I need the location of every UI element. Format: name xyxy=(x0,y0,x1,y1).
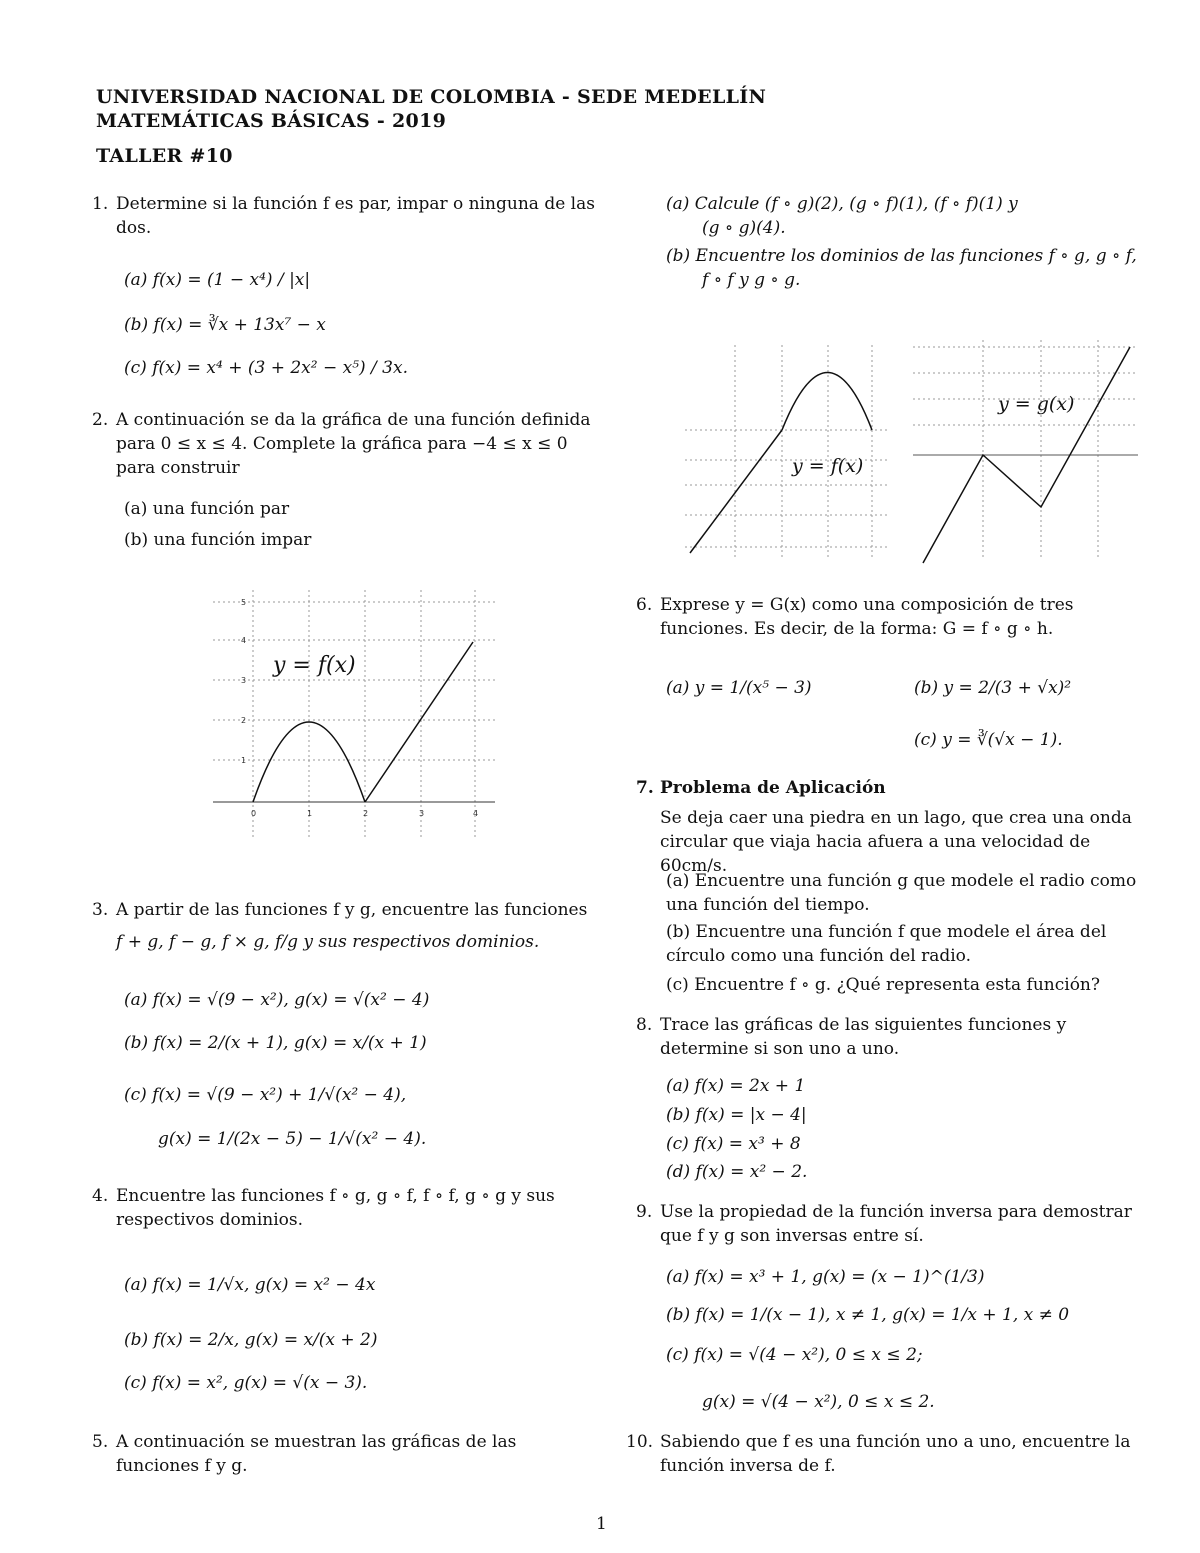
course-title: MATEMÁTICAS BÁSICAS - 2019 xyxy=(96,110,447,132)
q2-item-b: (b) una función impar xyxy=(124,530,312,550)
q2-x-tick-0: 0 xyxy=(251,809,257,818)
q6-number: 6. xyxy=(636,595,653,615)
q5-text: A continuación se muestran las gráficas de las funciones f y g. xyxy=(116,1432,517,1476)
university-title: UNIVERSIDAD NACIONAL DE COLOMBIA - SEDE MEDELLÍN xyxy=(96,86,767,108)
q2-number: 2. xyxy=(92,410,109,430)
q6-item-a: (a) y = 1/(x⁵ − 3) xyxy=(666,678,812,698)
q6-item-b: (b) y = 2/(3 + √x)² xyxy=(914,678,1072,698)
q5-item-a-line1: (a) Calcule (f ∘ g)(2), (g ∘ f)(1), (f ∘ f)(1) y xyxy=(666,194,1018,214)
q8-text: Trace las gráficas de las siguientes funciones y determine si son uno a uno. xyxy=(660,1015,1067,1059)
q2-y-tick-1: 1 xyxy=(241,756,247,765)
q10-number: 10. xyxy=(626,1432,654,1452)
q8-item-c: (c) f(x) = x³ + 8 xyxy=(666,1134,801,1154)
q9-item-b: (b) f(x) = 1/(x − 1), x ≠ 1, g(x) = 1/x + 1, x ≠ 0 xyxy=(666,1305,1070,1325)
q6-item-c: (c) y = ∛(√x − 1). xyxy=(914,730,1063,750)
q1-item-a: (a) f(x) = (1 − x⁴) / |x| xyxy=(124,270,311,290)
q7-item-b: (b) Encuentre una función f que modele el área del círculo como una función del radio. xyxy=(666,922,1107,966)
q5-item-b-line2: f ∘ f y g ∘ g. xyxy=(702,270,801,290)
q3-item-b: (b) f(x) = 2/(x + 1), g(x) = x/(x + 1) xyxy=(124,1033,427,1053)
q5-f-grid xyxy=(685,345,890,557)
q7-text: Se deja caer una piedra en un lago, que crea una onda circular que viaja hacia afuera a una velocidad de 60cm/s. xyxy=(660,808,1132,876)
q9-item-c-line2: g(x) = √(4 − x²), 0 ≤ x ≤ 2. xyxy=(702,1392,935,1412)
q2-x-tick-4: 4 xyxy=(473,809,479,818)
q1-item-c: (c) f(x) = x⁴ + (3 + 2x² − x⁵) / 3x. xyxy=(124,358,408,378)
q2-tick-labels xyxy=(241,598,478,818)
q7-item-c: (c) Encuentre f ∘ g. ¿Qué representa esta función? xyxy=(666,975,1100,995)
q5-graph-f-label: y = f(x) xyxy=(792,455,864,477)
page-number: 1 xyxy=(596,1514,607,1534)
q8-number: 8. xyxy=(636,1015,653,1035)
q9-number: 9. xyxy=(636,1202,653,1222)
q2-y-tick-2: 2 xyxy=(241,716,247,725)
q5-graph-g-label: y = g(x) xyxy=(998,393,1075,415)
q5-item-b-line1: (b) Encuentre los dominios de las funciones f ∘ g, g ∘ f, xyxy=(666,246,1137,266)
q7-item-a: (a) Encuentre una función g que modele el radio como una función del tiempo. xyxy=(666,871,1137,915)
q4-item-c: (c) f(x) = x², g(x) = √(x − 3). xyxy=(124,1373,368,1393)
q7-title: Problema de Aplicación xyxy=(660,778,886,798)
q1-text: Determine si la función f es par, impar o ninguna de las dos. xyxy=(116,194,595,238)
q3-item-a: (a) f(x) = √(9 − x²), g(x) = √(x² − 4) xyxy=(124,990,430,1010)
q8-item-d: (d) f(x) = x² − 2. xyxy=(666,1162,808,1182)
q5-graph-g xyxy=(908,335,1143,565)
q2-y-tick-3: 3 xyxy=(241,676,247,685)
q9-item-c-line1: (c) f(x) = √(4 − x²), 0 ≤ x ≤ 2; xyxy=(666,1345,923,1365)
q3-text-line2: f + g, f − g, f × g, f/g y sus respectivos dominios. xyxy=(116,932,540,952)
q3-item-c-line2: g(x) = 1/(2x − 5) − 1/√(x² − 4). xyxy=(158,1129,427,1149)
q10-text: Sabiendo que f es una función uno a uno, encuentre la función inversa de f. xyxy=(660,1432,1131,1476)
q2-text: A continuación se da la gráfica de una función definida para 0 ≤ x ≤ 4. Complete la gráfica para −4 ≤ x ≤ 0 para construir xyxy=(116,410,591,478)
q1-number: 1. xyxy=(92,194,109,214)
q2-y-tick-5: 5 xyxy=(241,598,247,607)
q3-number: 3. xyxy=(92,900,109,920)
q2-x-tick-1: 1 xyxy=(307,809,313,818)
q2-x-tick-2: 2 xyxy=(363,809,369,818)
q2-line-segment xyxy=(365,642,473,802)
q8-item-b: (b) f(x) = |x − 4| xyxy=(666,1105,807,1125)
q5-f-parabola xyxy=(782,373,872,431)
q2-graph xyxy=(205,580,505,850)
q5-f-line xyxy=(690,430,782,553)
q2-graph-label: y = f(x) xyxy=(273,653,356,678)
q9-item-a: (a) f(x) = x³ + 1, g(x) = (x − 1)^(1/3) xyxy=(666,1267,985,1287)
q6-text: Exprese y = G(x) como una composición de tres funciones. Es decir, de la forma: G = f ∘ g ∘ h. xyxy=(660,595,1074,639)
q2-item-a: (a) una función par xyxy=(124,499,290,519)
q4-text: Encuentre las funciones f ∘ g, g ∘ f, f ∘ f, g ∘ g y sus respectivos dominios. xyxy=(116,1186,555,1230)
q2-x-tick-3: 3 xyxy=(419,809,425,818)
q7-number: 7. xyxy=(636,778,654,798)
q2-y-tick-4: 4 xyxy=(241,636,247,645)
q5-number: 5. xyxy=(92,1432,109,1452)
q5-g-grid xyxy=(913,340,1138,560)
taller-title: TALLER #10 xyxy=(96,145,233,167)
q8-item-a: (a) f(x) = 2x + 1 xyxy=(666,1076,806,1096)
q5-item-a-line2: (g ∘ g)(4). xyxy=(702,218,786,238)
q5-graph-f xyxy=(680,335,895,560)
q3-item-c-line1: (c) f(x) = √(9 − x²) + 1/√(x² − 4), xyxy=(124,1085,407,1105)
q9-text: Use la propiedad de la función inversa para demostrar que f y g son inversas entre sí. xyxy=(660,1202,1132,1246)
q1-item-b: (b) f(x) = ∛x + 13x⁷ − x xyxy=(124,315,326,335)
q4-number: 4. xyxy=(92,1186,109,1206)
q4-item-b: (b) f(x) = 2/x, g(x) = x/(x + 2) xyxy=(124,1330,378,1350)
q4-item-a: (a) f(x) = 1/√x, g(x) = x² − 4x xyxy=(124,1275,376,1295)
q3-text-line1: A partir de las funciones f y g, encuentre las funciones xyxy=(116,900,588,920)
